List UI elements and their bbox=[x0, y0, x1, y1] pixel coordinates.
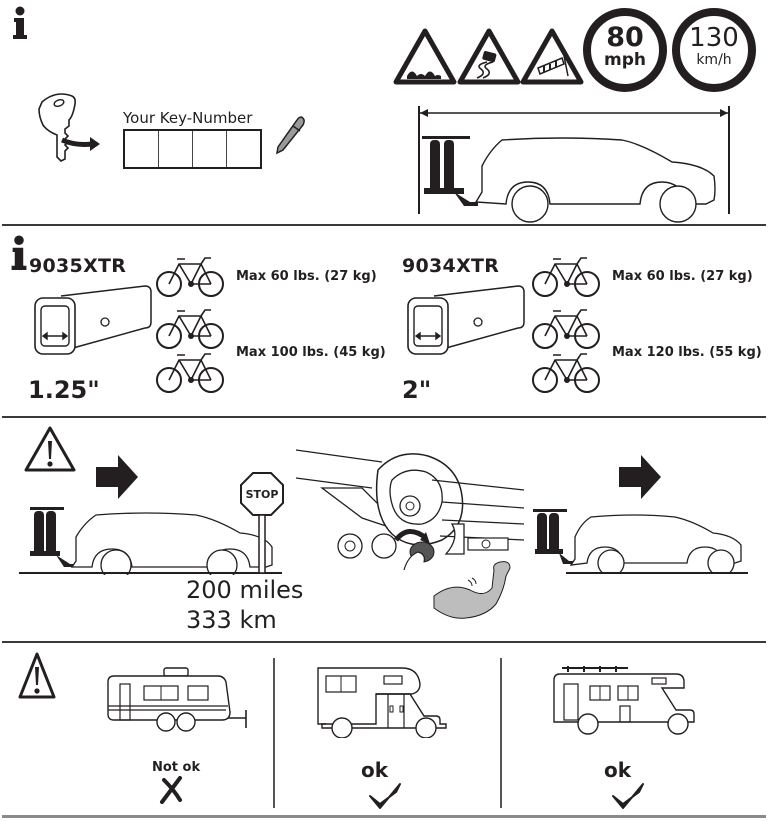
dimension-arrow-icon bbox=[418, 106, 730, 120]
ground-line bbox=[566, 572, 748, 574]
truck-camper-icon bbox=[314, 666, 456, 738]
distance-km: 333 km bbox=[186, 606, 277, 634]
hitch-size: 2" bbox=[402, 376, 432, 404]
bottom-divider bbox=[2, 815, 766, 818]
speed-unit: km/h bbox=[696, 52, 732, 68]
model-name: 9034XTR bbox=[402, 255, 500, 277]
speed-unit: mph bbox=[604, 50, 646, 70]
bike-icon bbox=[155, 256, 225, 298]
bike-icon bbox=[531, 308, 601, 350]
hitch-receiver-icon bbox=[33, 284, 155, 364]
vehicle-status-label: Not ok bbox=[152, 760, 201, 775]
motorhome-icon bbox=[552, 666, 700, 736]
uneven-road-sign bbox=[393, 28, 457, 85]
slippery-road-sign bbox=[457, 28, 521, 85]
max-load-label: Max 60 lbs. (27 kg) bbox=[236, 269, 377, 284]
cross-icon bbox=[158, 776, 188, 804]
bike-icon bbox=[155, 352, 225, 394]
bike-icon bbox=[531, 256, 601, 298]
key-digit-cell[interactable] bbox=[125, 131, 159, 167]
column-divider bbox=[273, 658, 275, 808]
distance-miles: 200 miles bbox=[186, 576, 304, 604]
checkmark-icon bbox=[368, 782, 402, 810]
pen-icon bbox=[273, 114, 307, 156]
key-digit-cell[interactable] bbox=[193, 131, 227, 167]
model-name: 9035XTR bbox=[29, 255, 127, 277]
stop-sign-icon bbox=[239, 471, 285, 573]
max-load-label: Max 120 lbs. (55 kg) bbox=[612, 345, 762, 360]
bike-rack-icon bbox=[422, 136, 478, 206]
max-load-label: Max 100 lbs. (45 kg) bbox=[236, 345, 386, 360]
bike-icon bbox=[155, 308, 225, 350]
max-load-label: Max 60 lbs. (27 kg) bbox=[612, 269, 753, 284]
section-divider bbox=[2, 641, 766, 643]
travel-trailer-icon bbox=[106, 666, 252, 732]
key-digit-cell[interactable] bbox=[159, 131, 193, 167]
direction-arrow-icon bbox=[96, 455, 140, 499]
bike-icon bbox=[531, 352, 601, 394]
direction-arrow-icon bbox=[619, 455, 663, 499]
svg-text:STOP: STOP bbox=[245, 488, 279, 501]
column-divider bbox=[500, 658, 502, 808]
key-digit-cell[interactable] bbox=[227, 131, 260, 167]
speed-limit-kmh-sign bbox=[672, 8, 756, 92]
warning-icon bbox=[23, 425, 77, 473]
vehicle-status-label: ok bbox=[361, 758, 389, 782]
car-with-bike-rack-icon bbox=[533, 507, 751, 573]
warning-icon bbox=[17, 651, 57, 701]
checkmark-icon bbox=[611, 782, 645, 810]
speed-limit-mph-sign bbox=[583, 8, 667, 92]
car-with-bike-rack-icon bbox=[420, 132, 730, 224]
speed-value: 80 bbox=[606, 22, 644, 53]
crosswind-sign bbox=[520, 28, 584, 85]
section-divider bbox=[2, 416, 766, 418]
hitch-size: 1.25" bbox=[28, 376, 100, 404]
key-icon bbox=[34, 92, 114, 172]
knob-tightening-illustration bbox=[292, 440, 524, 570]
speed-value: 130 bbox=[689, 23, 739, 53]
info-icon bbox=[12, 6, 28, 40]
strong-arm-icon bbox=[432, 560, 516, 620]
key-number-boxes bbox=[123, 129, 262, 169]
section-divider bbox=[2, 224, 766, 226]
hitch-receiver-icon bbox=[406, 284, 528, 364]
key-number-label: Your Key-Number bbox=[123, 109, 253, 127]
vehicle-status-label: ok bbox=[604, 758, 632, 782]
info-icon bbox=[10, 235, 28, 271]
